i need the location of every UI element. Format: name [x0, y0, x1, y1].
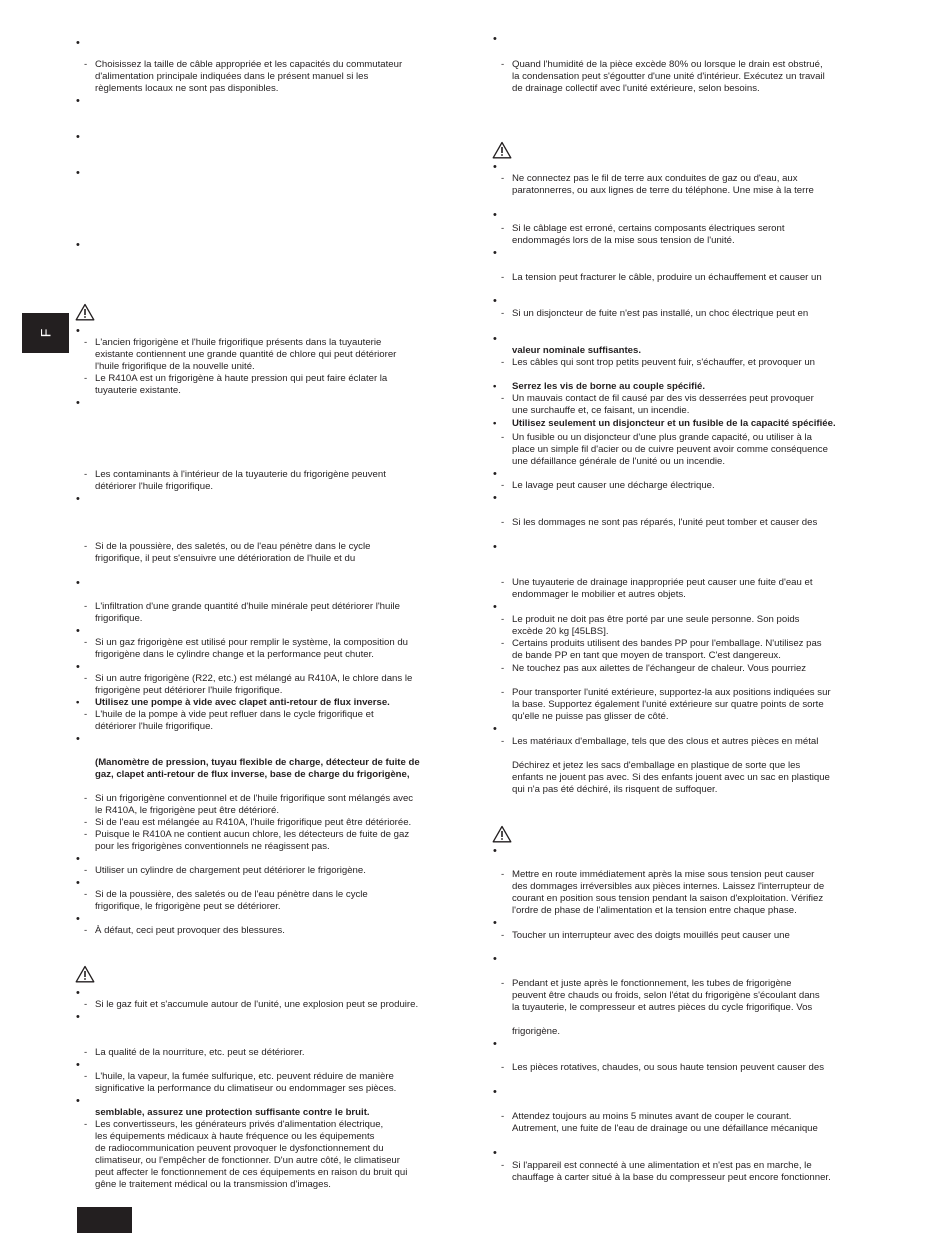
- bullet-mark: •: [76, 397, 80, 409]
- dash-mark: -: [84, 829, 88, 840]
- bold-bullet-item: [76, 697, 390, 709]
- dash-item: [501, 577, 813, 601]
- dash-item-text: Les câbles qui sont trop petits peuvent fuir, s'échauffer, et provoquer un: [512, 357, 815, 368]
- dash-mark: -: [501, 577, 505, 588]
- dash-item-text: Si de l'eau est mélangée au R410A, l'huile frigorifique peut être détériorée.: [95, 817, 412, 828]
- dash-mark: -: [84, 709, 88, 720]
- bullet-mark: •: [493, 1086, 497, 1098]
- bold-line: valeur nominale suffisantes.: [512, 345, 642, 356]
- dash-item: [84, 1119, 407, 1191]
- dash-item-text: L'ancien frigorigène et l'huile frigorifique présents dans la tuyauterie existante contiennent une grande quantité de chlore qui peut détériorer l'huile frigorifique de la nouvelle unité.: [95, 337, 397, 372]
- dash-item: [501, 272, 822, 284]
- bullet-mark: •: [493, 333, 497, 345]
- dash-item: [84, 793, 413, 817]
- bullet-mark: •: [493, 33, 497, 45]
- dash-item-text: Mettre en route immédiatement après la mise sous tension peut causer des dommages irréversibles aux pièces internes. Laissez l'interrupteur de courant en position sous tension pendant la saison d'exploitation. Vérifiez l'ordre de phase de l'alimentation et la tension entre chaque phase.: [512, 869, 825, 916]
- dash-mark: -: [501, 272, 505, 283]
- dash-item-text: Une tuyauterie de drainage inappropriée peut causer une fuite d'eau et endommager le mobilier et autres objets.: [512, 577, 813, 600]
- dash-item: [84, 541, 370, 565]
- dash-item: [501, 687, 831, 723]
- bullet-mark: •: [76, 577, 80, 589]
- dash-item-text: L'huile de la pompe à vide peut refluer dans le cycle frigorifique et détériorer l'huile frigorifique.: [95, 709, 374, 732]
- bullet-mark: •: [76, 325, 80, 337]
- bullet-mark: •: [76, 697, 80, 708]
- dash-item: [501, 393, 814, 417]
- bullet-mark: •: [76, 661, 80, 673]
- dash-mark: -: [84, 541, 88, 552]
- bold-bullet-item: [493, 381, 705, 393]
- dash-mark: -: [84, 889, 88, 900]
- dash-mark: -: [501, 308, 505, 319]
- dash-item: [501, 736, 818, 748]
- bullet-mark: •: [493, 917, 497, 929]
- dash-mark: -: [501, 687, 505, 698]
- dash-item: [84, 601, 400, 625]
- bullet-mark: •: [493, 492, 497, 504]
- dash-item: [501, 1160, 831, 1184]
- dash-mark: -: [501, 930, 505, 941]
- dash-mark: -: [84, 817, 88, 828]
- dash-item: [84, 709, 374, 733]
- dash-item-text: Si de la poussière, des saletés, ou de l'eau pénètre dans le cycle frigorifique, il peut s'ensuivre une détérioration de l'huile et du: [95, 541, 371, 564]
- dash-item: [84, 373, 387, 397]
- bullet-mark: •: [76, 913, 80, 925]
- bullet-mark: •: [493, 845, 497, 857]
- dash-item-text: Si le gaz fuit et s'accumule autour de l'unité, une explosion peut se produire.: [95, 999, 419, 1010]
- dash-mark: -: [501, 480, 505, 491]
- bullet-mark: •: [76, 877, 80, 889]
- bullet-mark: •: [76, 1059, 80, 1071]
- dash-item-text: Pendant et juste après le fonctionnement, les tubes de frigorigène peuvent être chauds ou froids, selon l'état du frigorigène s'écoulant dans la tuyauterie, le compresseur et autres pièces du cycle frigorifique. Vos: [512, 978, 820, 1013]
- dash-item-text: L'infiltration d'une grande quantité d'huile minérale peut détériorer l'huile frigorifique.: [95, 601, 400, 624]
- dash-mark: -: [501, 357, 505, 368]
- dash-item: [501, 517, 817, 529]
- warning-triangle-icon: [492, 825, 512, 843]
- dash-mark: -: [84, 601, 88, 612]
- dash-item-text: À défaut, ceci peut provoquer des blessures.: [95, 925, 285, 936]
- dash-item-text: Si de la poussière, des saletés ou de l'eau pénètre dans le cycle frigorifique, le frigorigène peut se détériorer.: [95, 889, 368, 912]
- bullet-mark: •: [76, 987, 80, 999]
- dash-item-text: Choisissez la taille de câble appropriée et les capacités du commutateur d'alimentation principale indiquées dans le présent manuel si les règlements locaux ne sont pas disponibles.: [95, 59, 403, 94]
- warning-triangle-icon: [492, 141, 512, 159]
- dash-item: [501, 59, 825, 95]
- bullet-mark: •: [76, 1011, 80, 1023]
- bold-line: semblable, assurez une protection suffisante contre le bruit.: [95, 1107, 370, 1118]
- dash-mark: -: [84, 1119, 88, 1130]
- bullet-mark: •: [76, 239, 80, 251]
- dash-mark: -: [84, 793, 88, 804]
- dash-item: [84, 673, 412, 697]
- dash-item: [84, 925, 285, 937]
- dash-item: [84, 469, 386, 493]
- dash-item: [84, 889, 368, 913]
- dash-mark: -: [501, 1160, 505, 1171]
- dash-item: [501, 357, 815, 369]
- dash-item: [501, 1111, 818, 1135]
- dash-item-text: Puisque le R410A ne contient aucun chlore, les détecteurs de fuite de gaz pour les frigorigènes conventionnels ne réagissent pas.: [95, 829, 410, 852]
- bullet-mark: •: [493, 723, 497, 735]
- dash-item-text: Pour transporter l'unité extérieure, supportez-la aux positions indiquées sur la base. Supportez également l'unité extérieure sur quatre points de sorte qu'elle ne puisse pas glisser de côté.: [512, 687, 831, 722]
- dash-item: [501, 869, 824, 917]
- dash-item-text: La tension peut fracturer le câble, produire un échauffement et causer un: [512, 272, 822, 283]
- dash-item-text: Attendez toujours au moins 5 minutes avant de couper le courant. Autrement, une fuite de l'eau de drainage ou une défaillance mécanique: [512, 1111, 818, 1134]
- dash-item-text: Les pièces rotatives, chaudes, ou sous haute tension peuvent causer des: [512, 1062, 824, 1073]
- dash-item: [501, 223, 785, 247]
- dash-item-text: Toucher un interrupteur avec des doigts mouillés peut causer une: [512, 930, 790, 941]
- dash-mark: -: [501, 736, 505, 747]
- dash-item: [501, 930, 790, 942]
- dash-item-text: Utiliser un cylindre de chargement peut détériorer le frigorigène.: [95, 865, 366, 876]
- dash-item-text: Le lavage peut causer une décharge électrique.: [512, 480, 715, 491]
- bullet-mark: •: [493, 1147, 497, 1159]
- dash-mark: -: [501, 517, 505, 528]
- dash-mark: -: [84, 637, 88, 648]
- dash-item: [501, 760, 830, 796]
- dash-mark: -: [501, 869, 505, 880]
- dash-mark: -: [84, 337, 88, 348]
- bullet-mark: •: [76, 853, 80, 865]
- bold-bullet-item: [493, 418, 836, 430]
- dash-mark: -: [501, 223, 505, 234]
- warning-triangle-icon: [75, 965, 95, 983]
- dash-item: [84, 865, 366, 877]
- dash-item-text: Un mauvais contact de fil causé par des vis desserrées peut provoquer une surchauffe et, ce faisant, un incendie.: [512, 393, 814, 416]
- dash-item-text: Les matériaux d'emballage, tels que des clous et autres pièces en métal: [512, 736, 819, 747]
- dash-item-text: Ne connectez pas le fil de terre aux conduites de gaz ou d'eau, aux paratonnerres, ou aux lignes de terre du téléphone. Une mise à la terre: [512, 173, 814, 196]
- dash-mark: -: [84, 469, 88, 480]
- bold-item-text: Serrez les vis de borne au couple spécifié.: [512, 381, 706, 392]
- dash-item-text: Certains produits utilisent des bandes PP pour l'emballage. N'utilisez pas de bande PP en tant que moyen de transport. C'est dangereux.: [512, 638, 822, 661]
- dash-item: [84, 817, 411, 829]
- dash-item-text: Si un gaz frigorigène est utilisé pour remplir le système, la composition du frigorigène dans le cylindre change et la performance peut chuter.: [95, 637, 409, 660]
- bullet-mark: •: [493, 247, 497, 259]
- bullet-mark: •: [493, 953, 497, 965]
- dash-item: [501, 1026, 560, 1038]
- dash-item-text: Si l'appareil est connecté à une alimentation et n'est pas en marche, le chauffage à carter situé à la base du compresseur peut encore fonctionner.: [512, 1160, 831, 1183]
- dash-item: [84, 1047, 305, 1059]
- dash-mark: -: [84, 925, 88, 936]
- dash-mark: -: [501, 173, 505, 184]
- dash-mark: -: [501, 432, 505, 443]
- dash-item: [84, 59, 402, 95]
- dash-mark: -: [501, 1111, 505, 1122]
- dash-item: [84, 829, 409, 853]
- bullet-mark: •: [76, 1095, 80, 1107]
- dash-item-text: Si un frigorigène conventionnel et de l'huile frigorifique sont mélangés avec le R410A, le frigorigène peut être détérioré.: [95, 793, 414, 816]
- bullet-mark: •: [493, 161, 497, 173]
- bold-item-text: Utilisez seulement un disjoncteur et un fusible de la capacité spécifiée.: [512, 418, 836, 429]
- language-tab: [22, 313, 69, 353]
- bullet-mark: •: [493, 601, 497, 613]
- dash-mark: -: [84, 673, 88, 684]
- dash-item-text: Si le câblage est erroné, certains composants électriques seront endommagés lors de la mise sous tension de l'unité.: [512, 223, 785, 246]
- bold-item-text: Utilisez une pompe à vide avec clapet anti-retour de flux inverse.: [95, 697, 390, 708]
- bullet-mark: •: [76, 625, 80, 637]
- warning-triangle-icon: [75, 303, 95, 321]
- dash-item-text: Si les dommages ne sont pas réparés, l'unité peut tomber et causer des: [512, 517, 818, 528]
- dash-mark: -: [84, 373, 88, 384]
- dash-mark: -: [501, 1062, 505, 1073]
- dash-mark: -: [501, 638, 505, 649]
- dash-item-text: Quand l'humidité de la pièce excède 80% ou lorsque le drain est obstrué, la condensation peut s'égoutter d'une unité d'intérieur. Exécutez un travail de drainage collectif avec l'unité extérieure, selon besoins.: [512, 59, 825, 94]
- dash-mark: -: [84, 999, 88, 1010]
- dash-item: [501, 614, 799, 638]
- bullet-mark: •: [493, 541, 497, 553]
- dash-mark: -: [84, 1071, 88, 1082]
- dash-mark: -: [84, 865, 88, 876]
- bullet-mark: •: [493, 418, 497, 429]
- right-column: [493, 0, 893, 1241]
- dash-item-text: Le produit ne doit pas être porté par une seule personne. Son poids excède 20 kg [45LBS].: [512, 614, 800, 637]
- dash-mark: -: [501, 663, 505, 674]
- dash-item-text: frigorigène.: [512, 1026, 560, 1037]
- bullet-mark: •: [76, 493, 80, 505]
- dash-item-text: Si un disjoncteur de fuite n'est pas installé, un choc électrique peut en: [512, 308, 809, 319]
- bullet-mark: •: [493, 209, 497, 221]
- dash-item-text: Un fusible ou un disjoncteur d'une plus grande capacité, ou utiliser à la place un simple fil d'acier ou de cuivre peuvent avoir comme conséquence une défaillance générale de l'unité ou un incendie.: [512, 432, 828, 467]
- dash-item-text: Si un autre frigorigène (R22, etc.) est mélangé au R410A, le chlore dans le frigorigène peut détériorer l'huile frigorifique.: [95, 673, 413, 696]
- left-column: [76, 0, 476, 1241]
- dash-item: [84, 1071, 396, 1095]
- bold-line: (Manomètre de pression, tuyau flexible de charge, détecteur de fuite de gaz, clapet anti-retour de flux inverse, base de charge du frigorigène,: [95, 757, 420, 780]
- bullet-mark: •: [76, 131, 80, 143]
- dash-mark: -: [501, 59, 505, 70]
- dash-mark: -: [84, 59, 88, 70]
- dash-item-text: Les convertisseurs, les générateurs privés d'alimentation électrique, les équipements médicaux à haute fréquence ou les équipements de radiocommunication peuvent provoquer le dysfonctionnement du climatiseur, ou l'empêcher de fonctionner. D'un autre côté, le climatiseur peut affecter le fonctionnement de ces équipements en raison du bruit qui gêne le traitement médical ou la transmission d'images.: [95, 1119, 408, 1190]
- dash-mark: -: [501, 978, 505, 989]
- dash-mark: -: [84, 1047, 88, 1058]
- dash-item-text: La qualité de la nourriture, etc. peut se détériorer.: [95, 1047, 305, 1058]
- dash-item: [84, 999, 418, 1011]
- dash-item-text: Le R410A est un frigorigène à haute pression qui peut faire éclater la tuyauterie existante.: [95, 373, 388, 396]
- dash-item: [501, 978, 820, 1014]
- dash-mark: -: [501, 393, 505, 404]
- bullet-mark: •: [76, 167, 80, 179]
- dash-item: [501, 663, 806, 675]
- dash-item: [84, 337, 396, 373]
- language-tab-label: F: [37, 328, 54, 338]
- dash-item: [501, 1062, 824, 1074]
- bullet-mark: •: [493, 1038, 497, 1050]
- bullet-mark: •: [76, 95, 80, 107]
- dash-item: [84, 637, 408, 661]
- page-number-bar: [77, 1207, 132, 1233]
- dash-mark: -: [501, 614, 505, 625]
- bullet-mark: •: [493, 381, 497, 392]
- dash-item-text: Déchirez et jetez les sacs d'emballage en plastique de sorte que les enfants ne jouent pas avec. Si des enfants jouent avec un sac en plastique qui n'a pas été déchiré, ils risquent de suffoquer.: [512, 760, 830, 795]
- dash-item: [501, 173, 814, 197]
- bullet-mark: •: [76, 733, 80, 745]
- dash-item-text: L'huile, la vapeur, la fumée sulfurique, etc. peuvent réduire de manière significative la performance du climatiseur ou endommager ses pièces.: [95, 1071, 397, 1094]
- dash-item-text: Ne touchez pas aux ailettes de l'échangeur de chaleur. Vous pourriez: [512, 663, 807, 674]
- dash-item: [501, 432, 828, 468]
- dash-item: [501, 638, 822, 662]
- bullet-mark: •: [493, 295, 497, 307]
- dash-item: [501, 308, 808, 320]
- bullet-mark: •: [493, 468, 497, 480]
- dash-item: [501, 480, 715, 492]
- bullet-mark: •: [76, 37, 80, 49]
- dash-item-text: Les contaminants à l'intérieur de la tuyauterie du frigorigène peuvent détériorer l'huile frigorifique.: [95, 469, 386, 492]
